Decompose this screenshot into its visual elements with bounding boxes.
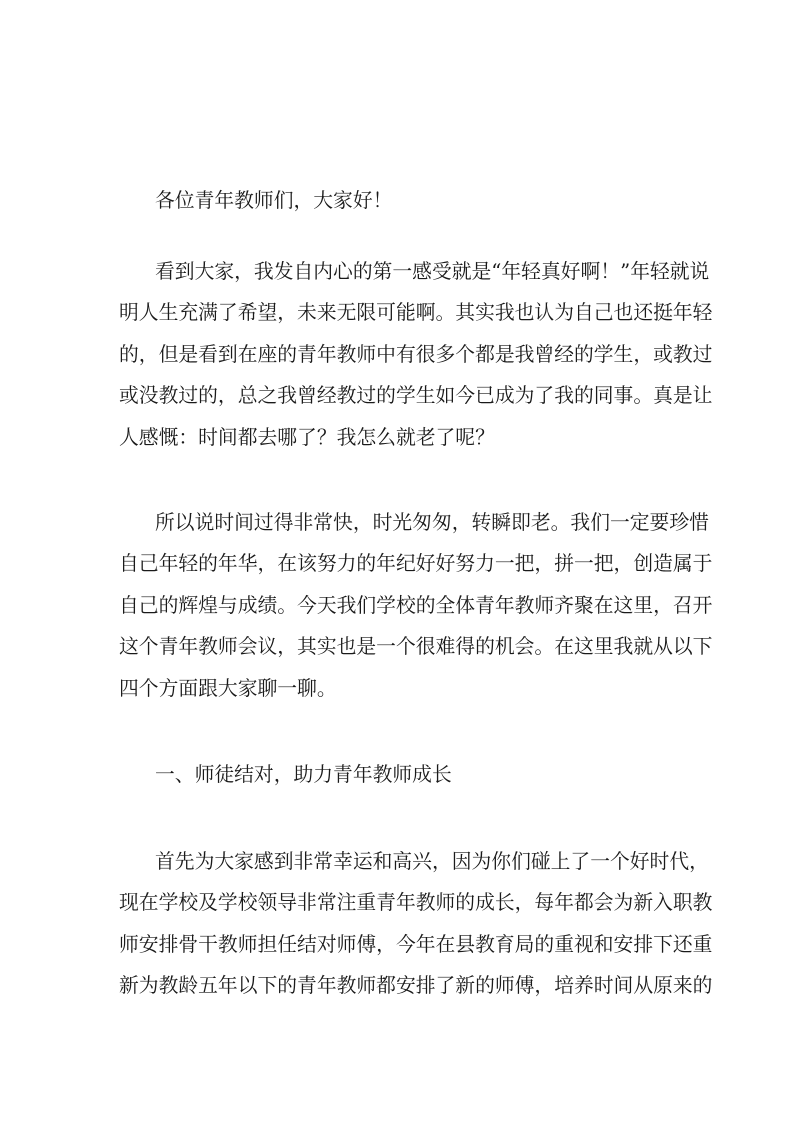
text-line: 这个青年教师会议，其实也是一个很难得的机会。在这里我就从以下 (119, 635, 713, 659)
section-paragraph (119, 841, 713, 1007)
text-line: 看到大家，我发自内心的第一感受就是“年轻真好啊！”年轻就说 (155, 260, 710, 283)
text-line: 新为教龄五年以下的青年教师都安排了新的师傅，培养时间从原来的 (119, 974, 713, 998)
text-line: 或没教过的，总之我曾经教过的学生如今已成为了我的同事。真是让 (119, 384, 713, 408)
intro-paragraph (119, 251, 713, 458)
section-heading (119, 754, 679, 795)
text-line: 自己年轻的年华，在该努力的年纪好好努力一把，拼一把，创造属于 (119, 552, 713, 576)
text-line: 各位青年教师们，大家好！ (155, 189, 393, 212)
greeting-paragraph (119, 180, 679, 221)
text-line: 四个方面跟大家聊一聊。 (119, 676, 337, 700)
text-line: 明人生充满了希望，未来无限可能啊。其实我也认为自己也还挺年轻 (119, 301, 713, 325)
text-line: 自己的辉煌与成绩。今天我们学校的全体青年教师齐聚在这里，召开 (119, 593, 713, 617)
text-line: 现在学校及学校领导非常注重青年教师的成长，每年都会为新入职教 (119, 891, 713, 915)
text-line: 所以说时间过得非常快，时光匆匆，转瞬即老。我们一定要珍惜 (155, 511, 709, 534)
text-line: 首先为大家感到非常幸运和高兴，因为你们碰上了一个好时代， (155, 850, 709, 873)
text-line: 人感慨：时间都去哪了？我怎么就老了呢？ (119, 425, 495, 449)
text-line: 一、师徒结对，助力青年教师成长 (155, 763, 452, 786)
text-line: 师安排骨干教师担任结对师傅，今年在县教育局的重视和安排下还重 (119, 932, 713, 956)
time-paragraph (119, 502, 713, 709)
text-line: 的，但是看到在座的青年教师中有很多个都是我曾经的学生，或教过 (119, 342, 713, 366)
